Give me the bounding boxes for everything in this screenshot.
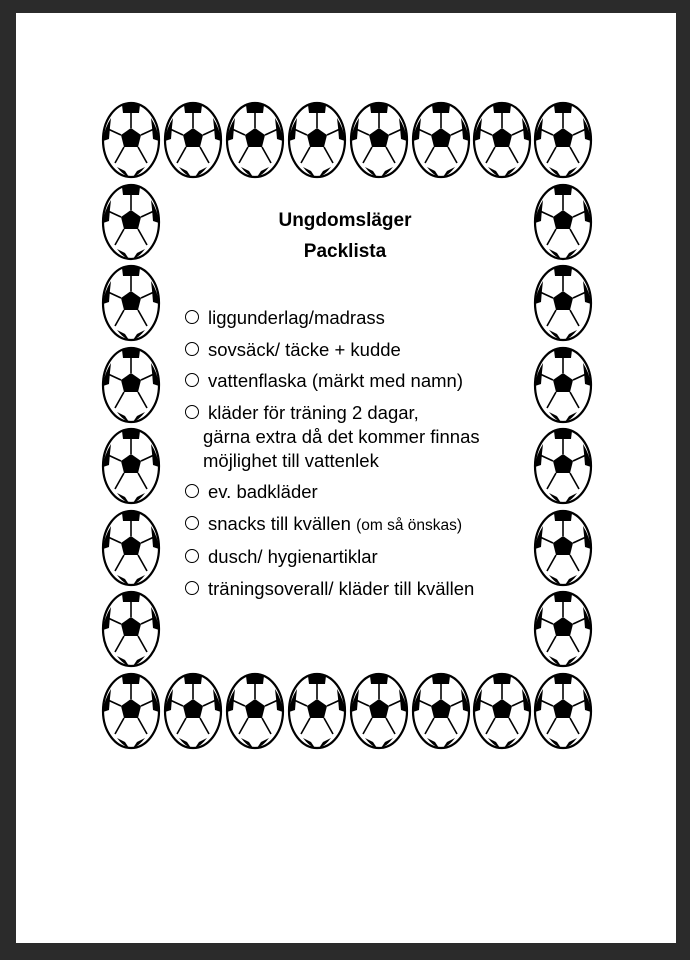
empty-circle-icon	[185, 484, 199, 498]
empty-circle-icon	[185, 373, 199, 387]
list-item-text: liggunderlag/madrass	[208, 307, 385, 328]
empty-circle-icon	[185, 310, 199, 324]
list-item-text: vattenflaska (märkt med namn)	[208, 370, 463, 391]
list-item-text: ev. badkläder	[208, 481, 318, 502]
list-item	[185, 577, 525, 601]
list-item	[185, 545, 525, 569]
list-item	[185, 512, 525, 538]
list-item	[185, 306, 525, 330]
list-item-text: dusch/ hygienartiklar	[208, 546, 378, 567]
list-item-text: kläder för träning 2 dagar,	[208, 401, 419, 423]
list-item-note: (om så önskas)	[356, 516, 463, 534]
empty-circle-icon	[185, 549, 199, 563]
list-item-text: sovsäck/ täcke + kudde	[208, 338, 401, 360]
list-item-continuation: möjlighet till vattenlek	[203, 449, 379, 471]
list-item-continuation: gärna extra då det kommer finnas	[203, 425, 480, 447]
list-item	[185, 401, 525, 473]
list-item-main-text: snacks till kvällen	[208, 512, 351, 534]
empty-circle-icon	[185, 581, 199, 595]
empty-circle-icon	[185, 516, 199, 530]
packing-list	[185, 306, 525, 608]
empty-circle-icon	[185, 405, 199, 419]
list-item-text: träningsoverall/ kläder till kvällen	[208, 577, 475, 599]
list-item	[185, 480, 525, 504]
document-subtitle: Packlista	[303, 241, 387, 262]
empty-circle-icon	[185, 342, 199, 356]
document-title: Ungdomsläger	[278, 210, 412, 231]
list-item	[185, 338, 525, 362]
list-item	[185, 369, 525, 393]
list-item-text	[185, 512, 525, 538]
